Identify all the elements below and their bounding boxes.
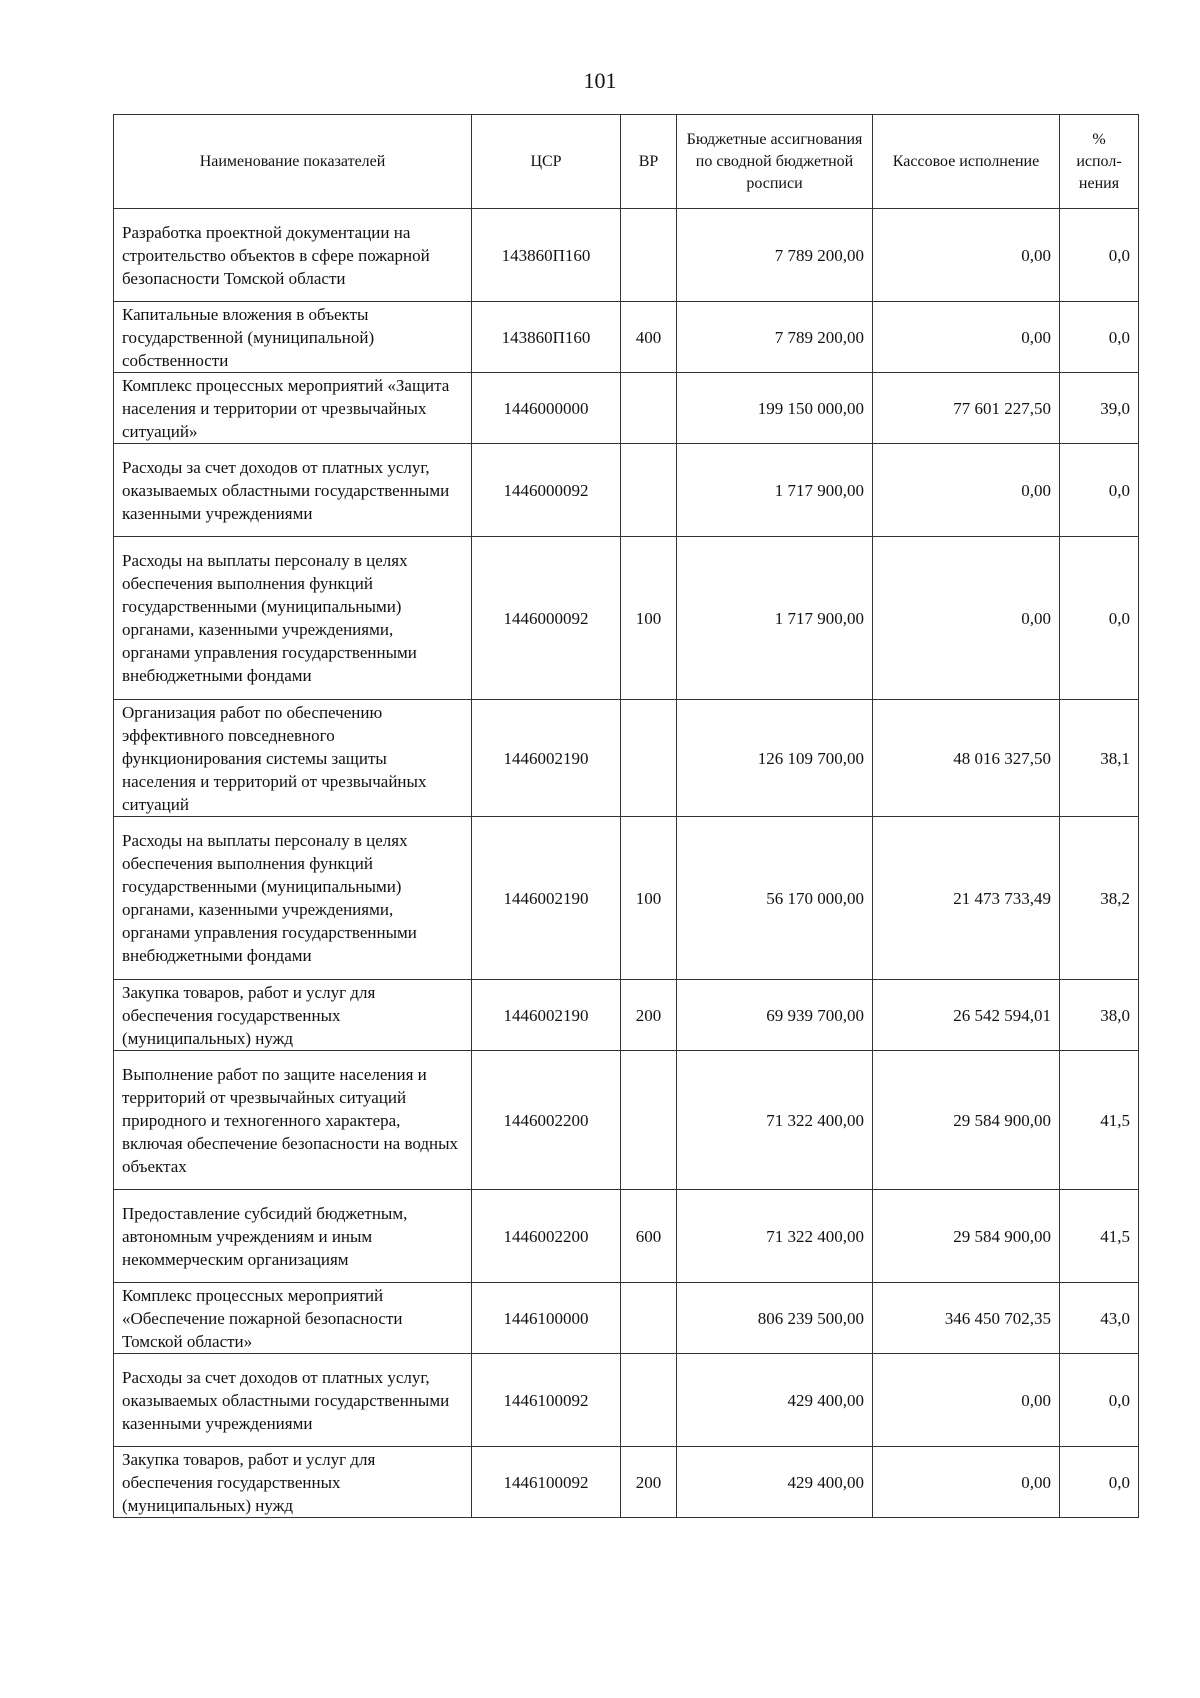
table-row (114, 1354, 1139, 1447)
row-name: Предоставление субсидий бюджетным, автономным учреждениям и иным некоммерческим организациям (114, 1190, 472, 1283)
header-execution: Кассовое исполнение (873, 115, 1060, 209)
row-percent: 0,0 (1060, 209, 1139, 302)
row-vr (621, 700, 677, 817)
row-name: Комплекс процессных мероприятий «Защита населения и территории от чрезвычайных ситуаций» (114, 373, 472, 444)
row-allocations: 1 717 900,00 (677, 537, 873, 700)
table-header (114, 115, 1139, 209)
row-allocations: 7 789 200,00 (677, 302, 873, 373)
row-execution: 346 450 702,35 (873, 1283, 1060, 1354)
row-vr: 100 (621, 537, 677, 700)
row-csr: 1446002190 (472, 817, 621, 980)
row-allocations: 126 109 700,00 (677, 700, 873, 817)
row-name: Закупка товаров, работ и услуг для обеспечения государственных (муниципальных) нужд (114, 1447, 472, 1518)
header-allocations: Бюджетные ассигнования по сводной бюджетной росписи (677, 115, 873, 209)
header-csr: ЦСР (472, 115, 621, 209)
row-csr: 1446000092 (472, 537, 621, 700)
row-csr: 1446002200 (472, 1051, 621, 1190)
row-csr: 1446100092 (472, 1354, 621, 1447)
row-name: Разработка проектной документации на строительство объектов в сфере пожарной безопасности Томской области (114, 209, 472, 302)
row-vr: 200 (621, 1447, 677, 1518)
row-name: Расходы на выплаты персоналу в целях обеспечения выполнения функций государственными (муниципальными) органами, казенными учреждениями, органами управления государственными внебюджетными фондами (114, 537, 472, 700)
row-execution: 29 584 900,00 (873, 1051, 1060, 1190)
table-row (114, 537, 1139, 700)
row-percent: 0,0 (1060, 444, 1139, 537)
row-percent: 0,0 (1060, 302, 1139, 373)
row-csr: 1446002190 (472, 700, 621, 817)
row-allocations: 7 789 200,00 (677, 209, 873, 302)
row-execution: 0,00 (873, 1354, 1060, 1447)
row-percent: 41,5 (1060, 1051, 1139, 1190)
row-percent: 0,0 (1060, 1354, 1139, 1447)
table-row (114, 444, 1139, 537)
row-percent: 0,0 (1060, 1447, 1139, 1518)
row-allocations: 1 717 900,00 (677, 444, 873, 537)
table-row (114, 1283, 1139, 1354)
row-csr: 1446002200 (472, 1190, 621, 1283)
row-execution: 0,00 (873, 1447, 1060, 1518)
header-percent: % испол-нения (1060, 115, 1139, 209)
page-number: 101 (583, 68, 617, 93)
row-csr: 1446100092 (472, 1447, 621, 1518)
row-name: Закупка товаров, работ и услуг для обеспечения государственных (муниципальных) нужд (114, 980, 472, 1051)
row-vr (621, 1051, 677, 1190)
row-vr (621, 373, 677, 444)
row-allocations: 806 239 500,00 (677, 1283, 873, 1354)
row-csr: 143860П160 (472, 302, 621, 373)
row-vr: 200 (621, 980, 677, 1051)
row-csr: 1446000092 (472, 444, 621, 537)
row-name: Выполнение работ по защите населения и территорий от чрезвычайных ситуаций природного и техногенного характера, включая обеспечение безопасности на водных объектах (114, 1051, 472, 1190)
row-percent: 43,0 (1060, 1283, 1139, 1354)
row-vr (621, 444, 677, 537)
row-allocations: 56 170 000,00 (677, 817, 873, 980)
row-execution: 21 473 733,49 (873, 817, 1060, 980)
row-execution: 0,00 (873, 302, 1060, 373)
row-csr: 1446000000 (472, 373, 621, 444)
row-percent: 41,5 (1060, 1190, 1139, 1283)
row-vr: 100 (621, 817, 677, 980)
budget-table (113, 114, 1139, 1518)
row-execution: 0,00 (873, 537, 1060, 700)
table-row (114, 1447, 1139, 1518)
row-percent: 39,0 (1060, 373, 1139, 444)
row-csr: 1446100000 (472, 1283, 621, 1354)
row-name: Расходы за счет доходов от платных услуг, оказываемых областными государственными казенными учреждениями (114, 444, 472, 537)
header-row (114, 115, 1139, 209)
table-row (114, 980, 1139, 1051)
row-execution: 26 542 594,01 (873, 980, 1060, 1051)
row-allocations: 69 939 700,00 (677, 980, 873, 1051)
row-allocations: 199 150 000,00 (677, 373, 873, 444)
row-percent: 38,1 (1060, 700, 1139, 817)
row-csr: 1446002190 (472, 980, 621, 1051)
row-percent: 38,2 (1060, 817, 1139, 980)
table-body (114, 209, 1139, 1518)
row-percent: 38,0 (1060, 980, 1139, 1051)
row-allocations: 429 400,00 (677, 1447, 873, 1518)
row-execution: 0,00 (873, 444, 1060, 537)
row-execution: 77 601 227,50 (873, 373, 1060, 444)
table-row (114, 302, 1139, 373)
row-execution: 0,00 (873, 209, 1060, 302)
header-name: Наименование показателей (114, 115, 472, 209)
row-percent: 0,0 (1060, 537, 1139, 700)
row-vr (621, 1354, 677, 1447)
row-csr: 143860П160 (472, 209, 621, 302)
row-name: Расходы за счет доходов от платных услуг, оказываемых областными государственными казенными учреждениями (114, 1354, 472, 1447)
table-row (114, 1051, 1139, 1190)
row-name: Организация работ по обеспечению эффективного повседневного функционирования системы защиты населения и территорий от чрезвычайных ситуаций (114, 700, 472, 817)
table-row (114, 1190, 1139, 1283)
row-name: Расходы на выплаты персоналу в целях обеспечения выполнения функций государственными (муниципальными) органами, казенными учреждениями, органами управления государственными внебюджетными фондами (114, 817, 472, 980)
row-execution: 48 016 327,50 (873, 700, 1060, 817)
row-name: Капитальные вложения в объекты государственной (муниципальной) собственности (114, 302, 472, 373)
row-vr (621, 209, 677, 302)
row-name: Комплекс процессных мероприятий «Обеспечение пожарной безопасности Томской области» (114, 1283, 472, 1354)
header-vr: ВР (621, 115, 677, 209)
row-allocations: 71 322 400,00 (677, 1051, 873, 1190)
row-allocations: 71 322 400,00 (677, 1190, 873, 1283)
row-vr: 400 (621, 302, 677, 373)
row-execution: 29 584 900,00 (873, 1190, 1060, 1283)
row-vr (621, 1283, 677, 1354)
table-row (114, 817, 1139, 980)
table-row (114, 209, 1139, 302)
row-vr: 600 (621, 1190, 677, 1283)
table-row (114, 373, 1139, 444)
table-row (114, 700, 1139, 817)
row-allocations: 429 400,00 (677, 1354, 873, 1447)
